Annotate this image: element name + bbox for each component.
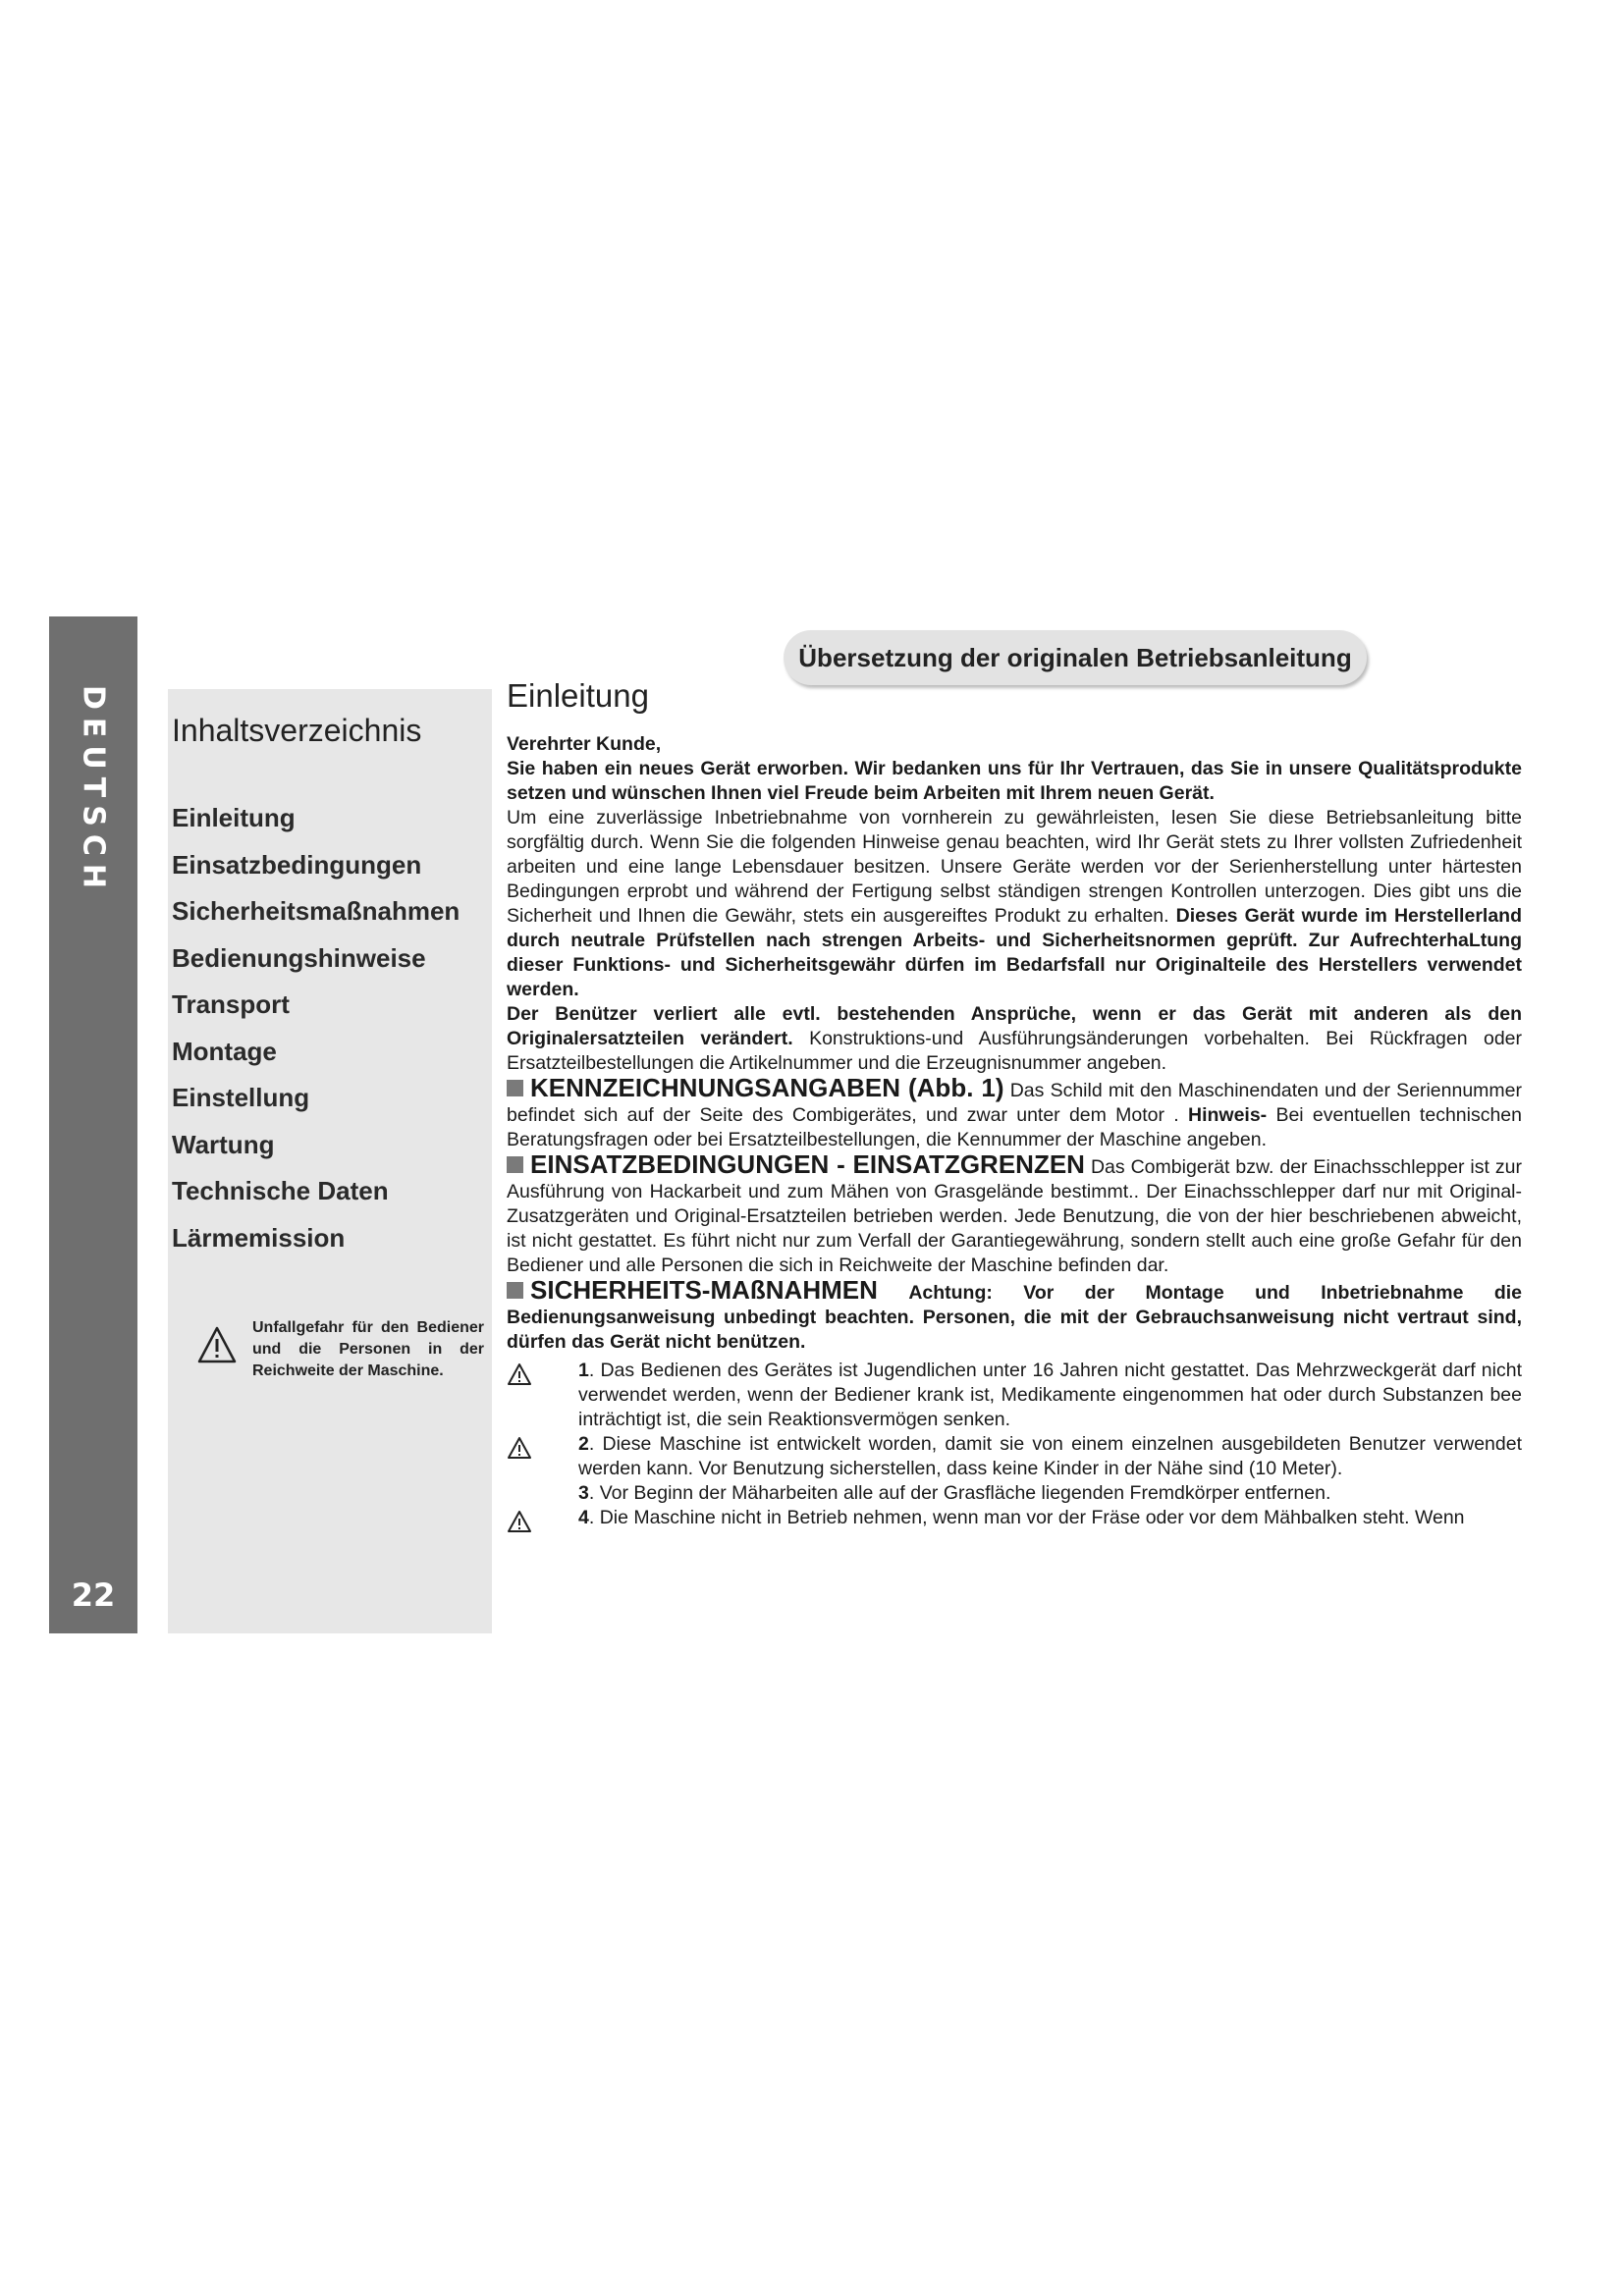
section-title: SICHERHEITS-MAßNAHMEN [530,1275,878,1305]
toc-warning [197,1317,488,1415]
section-title: KENNZEICHNUNGSANGABEN (Abb. 1) [530,1073,1004,1102]
list-item [507,1359,1522,1432]
section-einsatz [507,1149,1522,1278]
intro-heading: Einleitung [507,677,649,714]
item-text: . Diese Maschine ist entwickelt worden, damit sie von einem einzelnen ausgebildeten Benutzer verwendet werden kann. Vor Benutzung sicherstellen, dass keine Kinder in der Nähe sind (10 Meter). [578,1433,1522,1479]
toc-item: Einsatzbedingungen [172,849,422,880]
list-item [507,1506,1522,1530]
warning-triangle-icon [507,1436,532,1460]
section-square-icon [507,1282,523,1299]
toc-list [172,795,460,1261]
section-warning-text: Achtung: Vor der Montage und Inbetriebnahme die Bedienungsanweisung unbedingt beachten. Personen, die mit der Gebrauchsanweisung nicht vertraut sind, dürfen das Gerät nicht benützen. [507,1282,1523,1353]
toc-item: Technische Daten [172,1176,389,1205]
language-label: DEUTSCH [76,685,111,896]
section-square-icon [507,1156,523,1173]
intro-body-2: Konstruktions-und Ausführungsänderungen vorbehalten. Bei Rückfragen oder Ersatzteilbestellungen die Artikelnummer und die Erzeugnisnummer angeben. [507,1028,1523,1074]
toc-item: Einstellung [172,1083,310,1112]
toc-item: Montage [172,1036,277,1066]
section-sicherheit [507,1275,1523,1355]
list-item [507,1432,1522,1481]
warning-triangle-icon [197,1325,237,1364]
section-text: Das Schild mit den Maschinendaten und der Seriennummer befindet sich auf der Seite des Combigerätes, und zwar unter dem Motor . [507,1080,1522,1126]
toc-item: Bedienungshinweise [172,942,426,973]
intro-greeting: Verehrter Kunde, [507,733,662,755]
section-text: Bei eventuellen technischen Beratungsfragen oder bei Ersatzteilbestellungen, die Kennummer der Maschine angeben. [507,1104,1523,1150]
section-text: Das Combigerät bzw. der Einachsschlepper ist zur Ausführung von Hackarbeit und zum Mähen von Grasgelände bestimmt.. Der Einachsschlepper darf nur mit Original-Zusatzgeräten und Original-Ersatzteilen betrieben werden. Jede Benutzung, die von der hier beschriebenen abweicht, ist nicht gestattet. Es führt nicht nur zum Verfall der Garantiegewährung, sondern stellt auch eine große Gefahr für den Bediener und alle Personen die sich in Reichweite der Maschine befinden dar. [507,1156,1522,1276]
toc-warning-text: Unfallgefahr für den Bediener und die Personen in der Reichweite der Maschine. [252,1319,484,1379]
toc-item: Wartung [172,1129,275,1159]
language-side-tab [49,616,137,1633]
toc-item: Transport [172,989,290,1019]
item-number: 3 [578,1482,589,1504]
intro-bold-1: Sie haben ein neues Gerät erworben. Wir bedanken uns für Ihr Vertrauen, das Sie in unsere Qualitätsprodukte setzen und wünschen Ihnen viel Freude beim Arbeiten mit Ihrem neuen Gerät. [507,758,1522,804]
table-of-contents [168,689,492,1633]
intro-bold-3: Der Benützer verliert alle evtl. bestehenden Ansprüche, wenn er das Gerät mit anderen als den Originalersatzteilen verändert. [507,1003,1522,1049]
page-number: 22 [71,1576,116,1614]
item-text: . Vor Beginn der Mäharbeiten alle auf der Grasfläche liegenden Fremdkörper entfernen. [588,1482,1331,1504]
main-content [507,677,1522,1530]
section-kennzeichnung [507,1073,1523,1152]
item-number: 2 [578,1433,589,1455]
toc-title: Inhaltsverzeichnis [172,713,422,748]
toc-item: Einleitung [172,803,296,832]
banner-text: Übersetzung der originalen Betriebsanleitung [798,642,1352,672]
toc-item: Lärmemission [172,1222,346,1253]
toc-item: Sicherheitsmaßnahmen [172,896,460,926]
warning-triangle-icon [507,1510,532,1533]
intro-body-1: Um eine zuverlässige Inbetriebnahme von vornherein zu gewährleisten, lesen Sie diese Betriebsanleitung bitte sorgfältig durch. Wenn Sie die folgenden Hinweise genau beachten, wird Ihr Gerät stets zu Ihrer vollsten Zufriedenheit arbeiten und eine lange Lebensdauer besitzen. Unsere Geräte werden vor der Serienherstellung unter härtesten Bedingungen erprobt und während der Fertigung selbst ständigen strengen Kontrollen unterzogen. Dies gibt uns die Sicherheit und Ihnen die Gewähr, stets ein ausgereiftes Produkt zu erhalten. [507,807,1522,927]
hint-label: Hinweis- [1187,1104,1268,1126]
item-text: . Die Maschine nicht in Betrieb nehmen, wenn man vor der Fräse oder vor dem Mähbalken steht. Wenn [588,1507,1465,1528]
section-square-icon [507,1080,523,1096]
list-item [507,1481,1522,1506]
safety-items [507,1359,1522,1530]
item-number: 1 [578,1360,589,1381]
language-label-wrap [49,685,137,921]
item-number: 4 [578,1507,589,1528]
section-title: EINSATZBEDINGUNGEN - EINSATZGRENZEN [530,1149,1085,1179]
intro-bold-2: Dieses Gerät wurde im Herstellerland durch neutrale Prüfstellen nach strengen Arbeits- und Sicherheitsnormen geprüft. Zur AufrechterhaLtung dieser Funktions- und Sicherheitsgewähr dürfen im Bedarfsfall nur Originalteile des Herstellers verwendet werden. [507,905,1522,1000]
warning-triangle-icon [507,1362,532,1386]
item-text: . Das Bedienen des Gerätes ist Jugendlichen unter 16 Jahren nicht gestattet. Das Mehrzweckgerät darf nicht verwendet werden, wenn der Bediener krank ist, Medikamente eingenommen hat oder durch Substanzen bee inträchtigt ist, die sein Reaktionsvermögen senken. [578,1360,1522,1430]
